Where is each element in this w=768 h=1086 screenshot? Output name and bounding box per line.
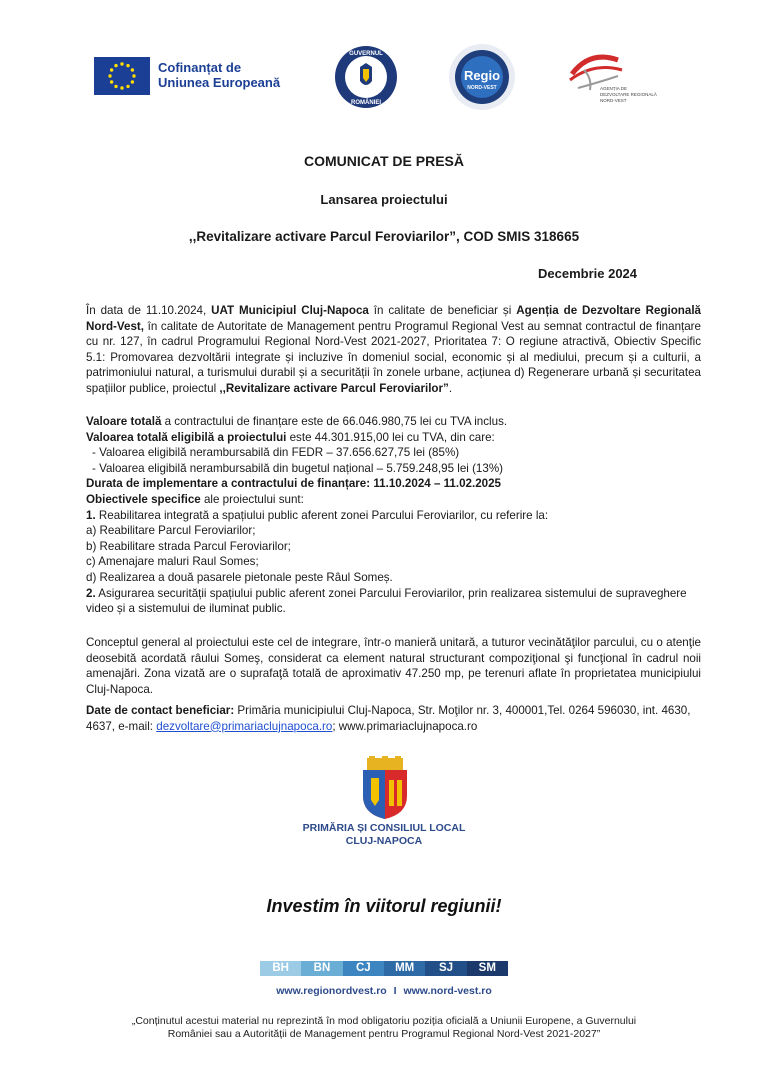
footer-websites [0, 985, 768, 997]
project-details [86, 414, 701, 617]
eu-text-line2: Uniunea Europeană [158, 75, 281, 90]
objective-1d: d) Realizarea a două pasarele pietonale peste Râul Someș. [86, 570, 393, 584]
adr-line3: NORD-VEST [600, 98, 627, 103]
implementation-duration [86, 476, 701, 492]
eu-disclaimer: „Conținutul acestui material nu reprezintă în mod obligatoriu poziția oficială a Uniunii Europene, a Guvernului României sau a Autorității de Management pentru Programul Regional Nord-Vest 2021-2027” [131, 1015, 637, 1040]
adr-line2: DEZVOLTARE REGIONALĂ [600, 92, 657, 97]
website-nord-vest[interactable]: www.nord-vest.ro [403, 985, 492, 997]
county-sm: SM [467, 961, 508, 976]
beneficiary-name: UAT Municipiul Cluj-Napoca [211, 304, 369, 317]
county-cj: CJ [343, 961, 384, 976]
intro-paragraph [86, 303, 701, 397]
county-bar [260, 961, 508, 976]
contact-label: Date de contact beneficiar: [86, 704, 235, 717]
website-regionordvest[interactable]: www.regionordvest.ro [276, 985, 387, 997]
press-release-title: COMUNICAT DE PRESĂ [304, 153, 464, 169]
city-hall-label [0, 822, 768, 848]
contact-text: Primăria municipiului Cluj-Napoca, Str. Moţilor nr. 3, 400001,Tel. 0264 596030, int. 4630, 4637, e-mail: [86, 704, 691, 733]
concept-paragraph: Conceptul general al proiectului este cel de integrare, într-o manieră unitară, a tuturor vecinătăţilor parcului, cu o atenţie deosebită acordată râului Someş, considerat ca element natural structurant compoziţional şi funcţional în cadrul noii amenajări. Zona vizată are o suprafaţă totală de aproximativ 47.250 mp, pe terenuri aflate în proprietatea municipiului Cluj-Napoca. [86, 636, 701, 696]
gov-logo-top-text: GUVERNUL [349, 51, 383, 57]
objective-2-number: 2. [86, 586, 96, 600]
project-name-bold: ,,Revitalizare activare Parcul Feroviarilor” [219, 381, 449, 395]
objectives-label: Obiectivele specifice [86, 492, 201, 506]
eu-text-line1: Cofinanțat de [158, 60, 242, 75]
objective-2-text: Asigurarea securității spațiului public aferent zonei Parcului Feroviarilor, prin realizarea sistemului de supraveghere video și a sistemului de iluminat public. [86, 586, 687, 616]
contact-website: ; www.primariaclujnapoca.ro [332, 719, 478, 733]
objective-1c: c) Amenajare maluri Raul Somes; [86, 555, 259, 569]
objectives-heading [86, 492, 701, 508]
national-budget-line: - Valoarea eligibilă nerambursabilă din bugetul național – 5.759.248,95 lei (13%) [92, 461, 503, 475]
project-title: ,,Revitalizare activare Parcul Feroviarilor”, COD SMIS 318665 [188, 229, 580, 244]
eligible-value-line [86, 430, 701, 446]
adr-nord-vest-logo [560, 48, 680, 108]
eu-cofinanced-label [158, 60, 280, 90]
objective-1-text: Reabilitarea integrată a spațiului public aferent zonei Parcului Feroviarilor, cu referire la: [95, 508, 549, 522]
implementation-duration-text: Durata de implementare a contractului de finanțare: 11.10.2024 – 11.02.2025 [86, 477, 501, 491]
total-value-text: a contractului de finanțare este de 66.046.980,75 lei cu TVA inclus. [161, 415, 508, 428]
cluj-napoca-crest [357, 756, 413, 820]
intro-text-2: în calitate de beneficiar și [368, 304, 517, 317]
intro-text-1: În data de 11.10.2024, [86, 304, 212, 317]
gov-logo-bottom-text: ROMÂNIEI [351, 100, 381, 106]
county-mm: MM [384, 961, 425, 976]
city-hall-line2: CLUJ-NAPOCA [345, 835, 423, 847]
adr-line1: AGENȚIA DE [600, 86, 628, 91]
fedr-value-line: - Valoarea eligibilă nerambursabilă din FEDR – 37.656.627,75 lei (85%) [92, 446, 460, 460]
county-sj: SJ [425, 961, 466, 976]
press-release-subtitle: Lansarea proiectului [320, 192, 448, 207]
objective-1-number: 1. [86, 508, 96, 522]
objective-1 [86, 508, 701, 524]
regio-logo [448, 43, 516, 111]
eu-flag-logo [94, 57, 150, 95]
objectives-text: ale proiectului sunt: [200, 492, 304, 506]
regio-logo-subtext: NORD-VEST [467, 85, 497, 91]
contact-info [86, 703, 701, 734]
release-date: Decembrie 2024 [538, 266, 638, 281]
intro-text-3: în calitate de Autoritate de Management pentru Programul Regional Vest au semnat contractul de finanțare cu nr. 127, în cadrul Programului Regional Nord-Vest 2021-2027, Prioritatea 7: O regiune atractivă, Obiectiv Specific 5.1: Promovarea dezvoltării integrate și incluzive în domeniul social, economic și al mediului, precum și a culturii, a patrimoniului natural, a turismului durabil și a securității în zonele urbane, acțiunea d) Regenerare urbană și securitatea spațiilor publice, proiectul [86, 319, 701, 395]
regio-logo-text: Regio [463, 68, 501, 83]
city-hall-line1: PRIMĂRIA ȘI CONSILIUL LOCAL [302, 822, 466, 834]
objective-1a: a) Reabilitare Parcul Feroviarilor; [86, 524, 256, 538]
contact-email-link[interactable]: dezvoltare@primariaclujnapoca.ro [156, 719, 333, 733]
website-separator: I [393, 985, 397, 997]
eligible-value-label: Valoarea totală eligibilă a proiectului [86, 430, 287, 444]
county-bh: BH [260, 961, 301, 976]
objective-2 [86, 586, 701, 617]
agency-name: Agenția de Dezvoltare Regională Nord-Vest, [86, 304, 701, 333]
total-value-label: Valoare totală [86, 415, 162, 428]
intro-text-4: . [448, 381, 453, 395]
slogan: Investim în viitorul regiunii! [266, 896, 502, 916]
romanian-government-logo [334, 45, 398, 109]
county-bn: BN [301, 961, 342, 976]
total-value-line [86, 414, 701, 430]
objective-1b: b) Reabilitare strada Parcul Feroviarilor; [86, 539, 291, 553]
eligible-value-text: este 44.301.915,00 lei cu TVA, din care: [286, 430, 495, 444]
